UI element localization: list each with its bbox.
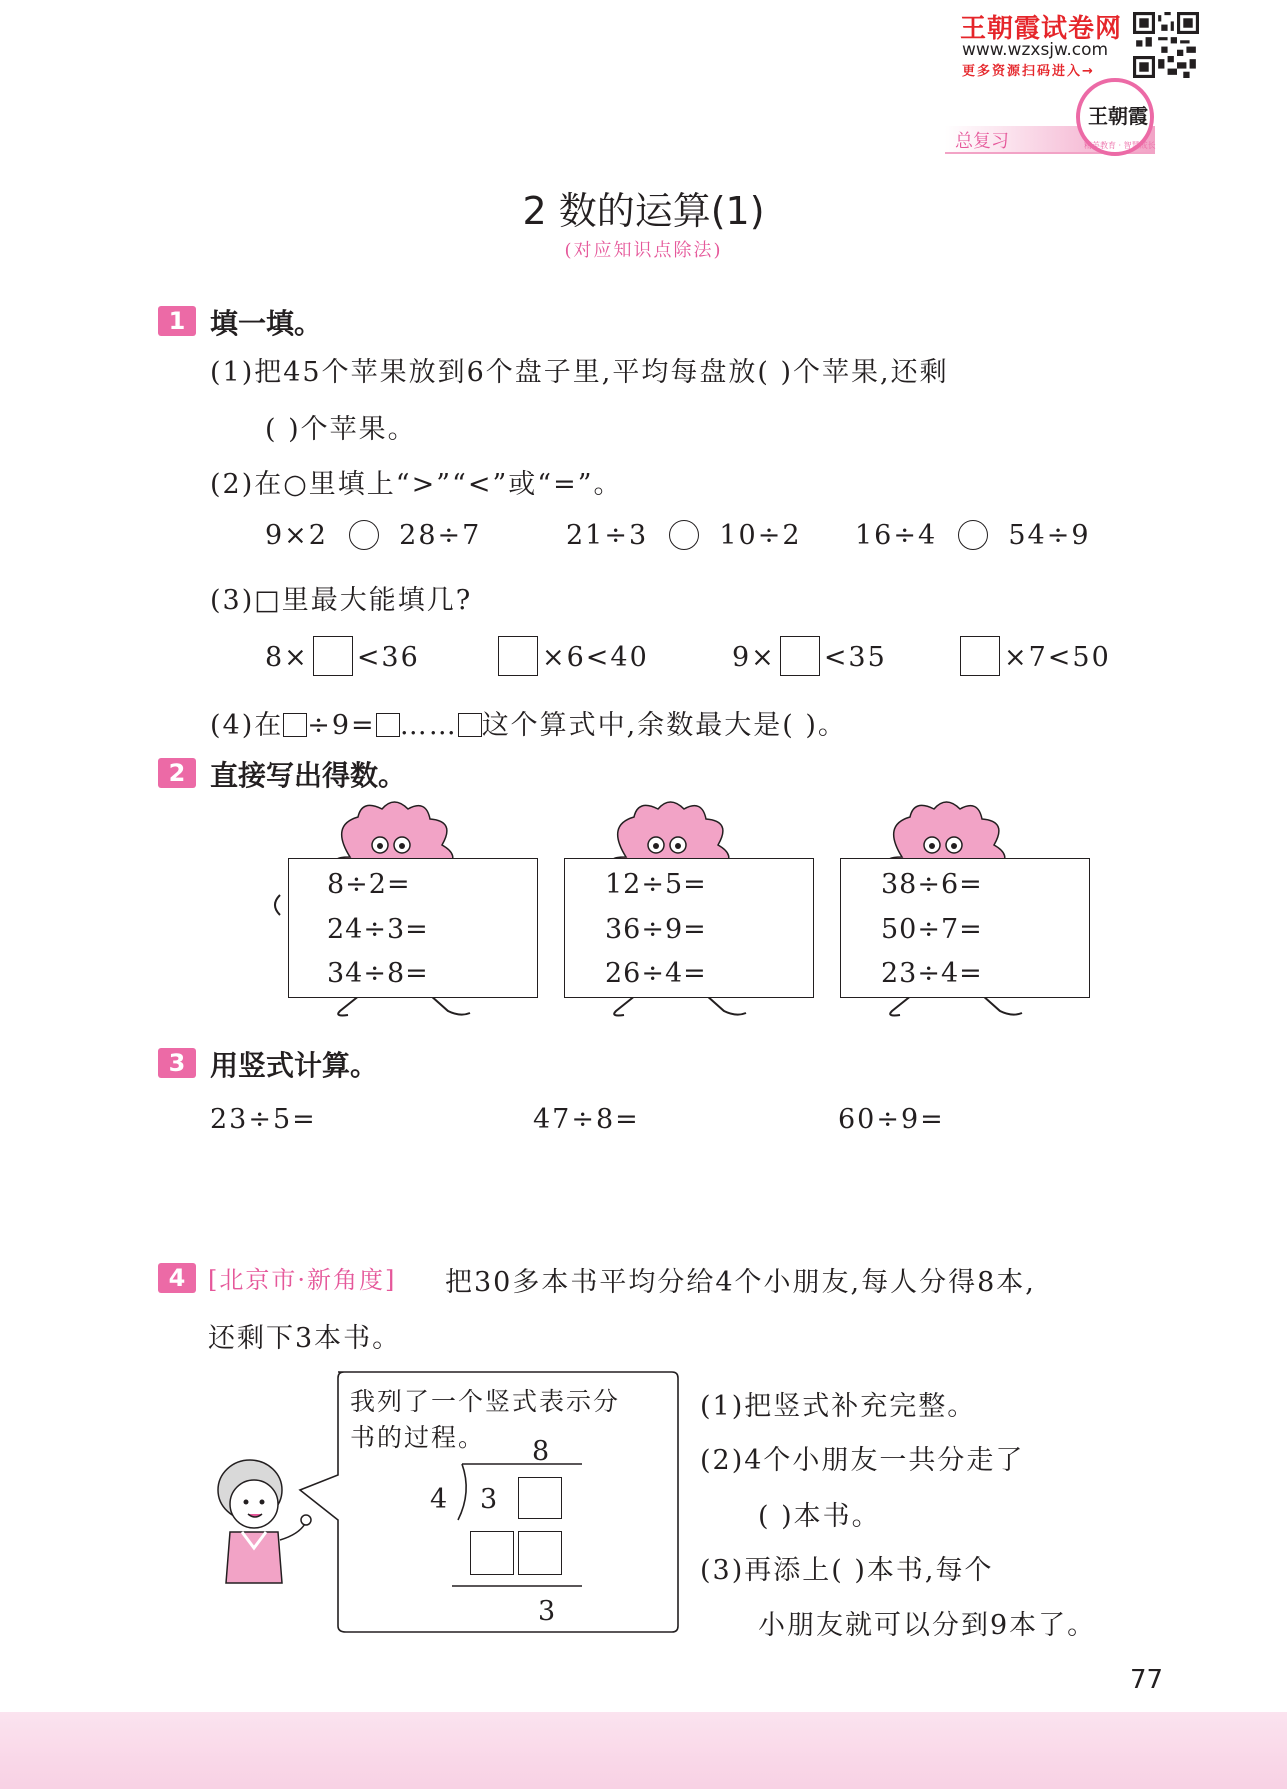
bubble-text-2: 书的过程。 <box>350 1423 486 1452</box>
brand-name: 王朝霞试卷网 <box>960 14 1123 44</box>
q2-item-2 <box>566 520 802 551</box>
q4-text-c: …… <box>399 710 458 741</box>
vertical-calc-2: 47÷8= <box>533 1104 640 1135</box>
q3-pre-1: 8× <box>265 642 309 673</box>
q3-item-2 <box>498 636 649 676</box>
compare-circle[interactable] <box>958 520 988 550</box>
q3-post-4: ×7<50 <box>1004 642 1111 673</box>
board-problem: 26÷4= <box>605 958 707 989</box>
section-1-badge: 1 <box>158 306 196 336</box>
board-3 <box>840 858 1090 998</box>
q1-line-1: (1)把45个苹果放到6个盘子里,平均每盘放( )个苹果,还剩 <box>210 357 949 388</box>
division-remainder: 3 <box>538 1596 558 1627</box>
board-problem: 24÷3= <box>327 914 429 945</box>
section-4-tag: [北京市·新角度] <box>208 1266 397 1294</box>
q3-item-4 <box>960 636 1111 676</box>
compare-circle[interactable] <box>349 520 379 550</box>
q2-left-3: 16÷4 <box>855 520 938 551</box>
compare-circle[interactable] <box>669 520 699 550</box>
answer-box-small[interactable] <box>283 713 307 737</box>
answer-box-small[interactable] <box>458 713 482 737</box>
answer-box[interactable] <box>780 636 820 676</box>
section-4-line-2: 还剩下3本书。 <box>208 1323 402 1354</box>
brand-url[interactable]: www.wzxsjw.com <box>962 40 1109 60</box>
vertical-calc-3: 60÷9= <box>838 1104 945 1135</box>
answer-box[interactable] <box>960 636 1000 676</box>
q4-line <box>210 703 847 742</box>
q4-text-a: (4)在 <box>210 710 284 741</box>
board-problem: 36÷9= <box>605 914 707 945</box>
logo-text: 王朝霞 <box>1088 104 1148 128</box>
board-problem: 38÷6= <box>881 869 983 900</box>
board-problem: 34÷8= <box>327 958 429 989</box>
q2-right-1: 28÷7 <box>399 520 482 551</box>
page-subtitle: (对应知识点除法) <box>564 240 723 261</box>
division-divisor: 4 <box>430 1484 450 1515</box>
q2-left-2: 21÷3 <box>566 520 649 551</box>
s4-q2-line-1: (2)4个小朋友一共分走了 <box>700 1445 1025 1476</box>
q2-line: (2)在○里填上“>”“<”或“=”。 <box>210 469 623 500</box>
q1-line-2: ( )个苹果。 <box>265 414 417 445</box>
page-number: 77 <box>1130 1665 1164 1695</box>
vertical-calc-1: 23÷5= <box>210 1104 317 1135</box>
footer-band <box>0 1712 1287 1789</box>
s4-q3-line-2: 小朋友就可以分到9本了。 <box>758 1610 1097 1641</box>
s4-q2-line-2: ( )本书。 <box>758 1501 881 1532</box>
division-dividend-tens: 3 <box>480 1484 500 1515</box>
product-ones-box[interactable] <box>518 1531 562 1575</box>
section-2-badge: 2 <box>158 758 196 788</box>
q3-post-3: <35 <box>823 642 887 673</box>
section-3-title: 用竖式计算。 <box>210 1049 379 1082</box>
board-problem: 23÷4= <box>881 958 983 989</box>
q3-post-1: <36 <box>356 642 420 673</box>
board-problem: 8÷2= <box>327 869 411 900</box>
brand-more-resources: 更多资源扫码进入→ <box>962 64 1095 79</box>
s4-q3-line-1: (3)再添上( )本书,每个 <box>700 1555 994 1586</box>
board-problem: 12÷5= <box>605 869 707 900</box>
board-1 <box>288 858 538 998</box>
product-tens-box[interactable] <box>470 1531 514 1575</box>
section-3-badge: 3 <box>158 1048 196 1078</box>
q4-text-d: 这个算式中,余数最大是( )。 <box>481 710 847 741</box>
dividend-ones-box[interactable] <box>518 1477 562 1519</box>
bubble-text-1: 我列了一个竖式表示分 <box>350 1387 621 1416</box>
logo-subtext: 精英教育 · 智慧成长 <box>1084 141 1156 150</box>
s4-q1: (1)把竖式补充完整。 <box>700 1391 977 1422</box>
q3-item-3 <box>732 636 887 676</box>
page-title: 2 数的运算(1) <box>522 189 765 233</box>
division-quotient: 8 <box>532 1436 552 1467</box>
section-4-badge: 4 <box>158 1263 196 1293</box>
board-problem: 50÷7= <box>881 914 983 945</box>
q2-item-3 <box>855 520 1091 551</box>
q3-item-1 <box>265 636 420 676</box>
answer-box-small[interactable] <box>376 713 400 737</box>
qr-code-icon[interactable] <box>1133 12 1199 78</box>
q4-text-b: ÷9= <box>307 710 376 741</box>
q3-post-2: ×6<40 <box>542 642 649 673</box>
q2-left-1: 9×2 <box>265 520 328 551</box>
q2-item-1 <box>265 520 481 551</box>
answer-box[interactable] <box>313 636 353 676</box>
section-1-title: 填一填。 <box>210 307 323 340</box>
q3-pre-3: 9× <box>732 642 776 673</box>
chapter-label: 总复习 <box>955 131 1009 152</box>
section-4-line-1: 把30多本书平均分给4个小朋友,每人分得8本, <box>445 1267 1036 1298</box>
q3-line: (3)□里最大能填几? <box>210 585 473 616</box>
q2-right-3: 54÷9 <box>1008 520 1091 551</box>
section-2-title: 直接写出得数。 <box>210 759 407 792</box>
answer-box[interactable] <box>498 636 538 676</box>
board-2 <box>564 858 814 998</box>
q2-right-2: 10÷2 <box>719 520 802 551</box>
